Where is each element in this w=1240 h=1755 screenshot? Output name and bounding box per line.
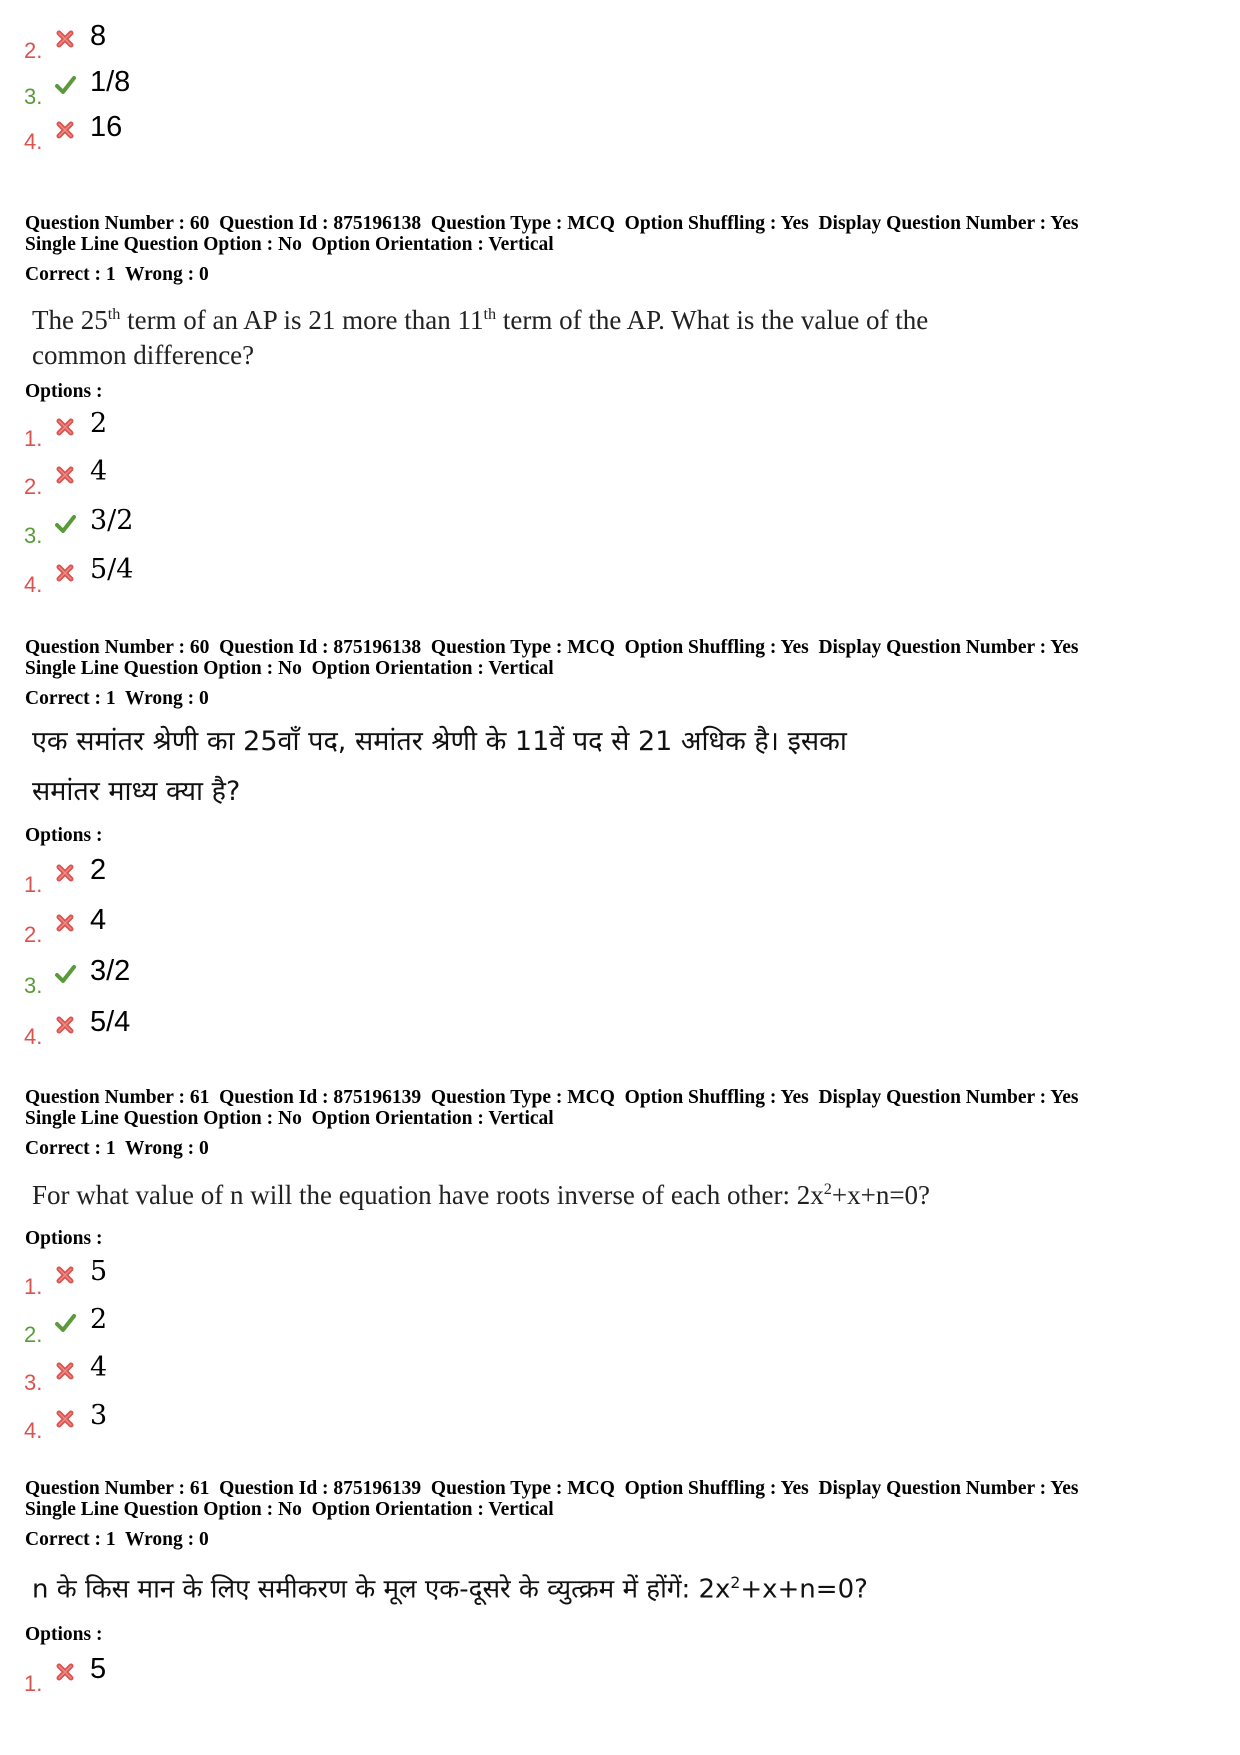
cross-icon	[54, 862, 76, 884]
list-item	[24, 1258, 924, 1302]
question-meta: Question Number : 61 Question Id : 875196139 Question Type : MCQ Option Shuffling : Yes Display Question Number : Yes Single Line Question Option : No Option Orientation : Vertical	[25, 1087, 1079, 1129]
option-number: 3.	[24, 973, 43, 998]
correct-wrong: Correct : 1 Wrong : 0	[25, 1138, 209, 1159]
option-number: 1.	[24, 872, 43, 897]
list-item	[24, 856, 924, 900]
options-label: Options :	[25, 825, 103, 846]
options-label: Options :	[25, 1624, 103, 1645]
cross-icon	[54, 28, 76, 50]
option-value: 2	[90, 1304, 108, 1335]
list-item	[24, 1008, 924, 1052]
option-number: 2.	[24, 38, 43, 63]
option-number: 1.	[24, 1671, 43, 1696]
option-number: 3.	[24, 1370, 43, 1395]
cross-icon	[54, 1264, 76, 1286]
list-item	[24, 68, 924, 112]
cross-icon	[54, 1661, 76, 1683]
question-meta: Question Number : 60 Question Id : 875196138 Question Type : MCQ Option Shuffling : Yes Display Question Number : Yes Single Line Question Option : No Option Orientation : Vertical	[25, 213, 1079, 255]
correct-wrong: Correct : 1 Wrong : 0	[25, 1529, 209, 1550]
option-value: 16	[90, 111, 123, 143]
option-value: 2	[90, 854, 107, 886]
option-number: 1.	[24, 1274, 43, 1299]
option-value: 3	[90, 1400, 108, 1431]
option-value: 3/2	[90, 955, 131, 987]
option-value: 8	[90, 20, 107, 52]
option-number: 4.	[24, 1418, 43, 1443]
option-number: 3.	[24, 84, 43, 109]
list-item	[24, 1306, 924, 1350]
option-number: 1.	[24, 426, 43, 451]
list-item	[24, 22, 924, 66]
option-value: 5/4	[90, 554, 134, 585]
correct-wrong: Correct : 1 Wrong : 0	[25, 688, 209, 709]
option-number: 2.	[24, 922, 43, 947]
option-value: 4	[90, 904, 107, 936]
option-value: 5	[90, 1653, 107, 1685]
cross-icon	[54, 464, 76, 486]
question-text: n के किस मान के लिए समीकरण के मूल एक-दूसरे के व्युत्क्रम में होंगें: $2x^2+x+n=0$?	[32, 1574, 868, 1605]
question-meta: Question Number : 61 Question Id : 875196139 Question Type : MCQ Option Shuffling : Yes Display Question Number : Yes Single Line Question Option : No Option Orientation : Vertical	[25, 1478, 1079, 1520]
option-number: 3.	[24, 523, 43, 548]
option-value: 1/8	[90, 66, 131, 98]
check-icon	[54, 74, 76, 96]
option-value: 4	[90, 456, 108, 487]
cross-icon	[54, 1360, 76, 1382]
option-number: 2.	[24, 1322, 43, 1347]
list-item	[24, 1354, 924, 1398]
cross-icon	[54, 1408, 76, 1430]
list-item	[24, 113, 924, 157]
cross-icon	[54, 562, 76, 584]
list-item	[24, 410, 924, 454]
option-value: 4	[90, 1352, 108, 1383]
option-value: 5	[90, 1256, 108, 1287]
option-number: 4.	[24, 572, 43, 597]
options-label: Options :	[25, 381, 103, 402]
correct-wrong: Correct : 1 Wrong : 0	[25, 264, 209, 285]
list-item	[24, 556, 924, 600]
options-label: Options :	[25, 1228, 103, 1249]
check-icon	[54, 513, 76, 535]
list-item	[24, 1655, 924, 1699]
check-icon	[54, 1312, 76, 1334]
question-text: The 25th term of an AP is 21 more than 11th term of the AP. What is the value of the common difference?	[32, 305, 929, 370]
question-meta: Question Number : 60 Question Id : 875196138 Question Type : MCQ Option Shuffling : Yes Display Question Number : Yes Single Line Question Option : No Option Orientation : Vertical	[25, 637, 1079, 679]
list-item	[24, 1402, 924, 1446]
list-item	[24, 957, 924, 1001]
question-text: For what value of n will the equation have roots inverse of each other: $2x^2+x+n=0$?	[32, 1180, 931, 1210]
cross-icon	[54, 416, 76, 438]
option-value: 3/2	[90, 505, 134, 536]
list-item	[24, 507, 924, 551]
cross-icon	[54, 1014, 76, 1036]
option-value: 5/4	[90, 1006, 131, 1038]
list-item	[24, 458, 924, 502]
option-value: 2	[90, 408, 108, 439]
option-number: 2.	[24, 474, 43, 499]
option-number: 4.	[24, 129, 43, 154]
option-number: 4.	[24, 1024, 43, 1049]
list-item	[24, 906, 924, 950]
question-text: एक समांतर श्रेणी का 25वाँ पद, समांतर श्रेणी के 11वें पद से 21 अधिक है। इसका समांतर माध्य क्या है?	[32, 726, 847, 807]
cross-icon	[54, 912, 76, 934]
cross-icon	[54, 119, 76, 141]
check-icon	[54, 963, 76, 985]
